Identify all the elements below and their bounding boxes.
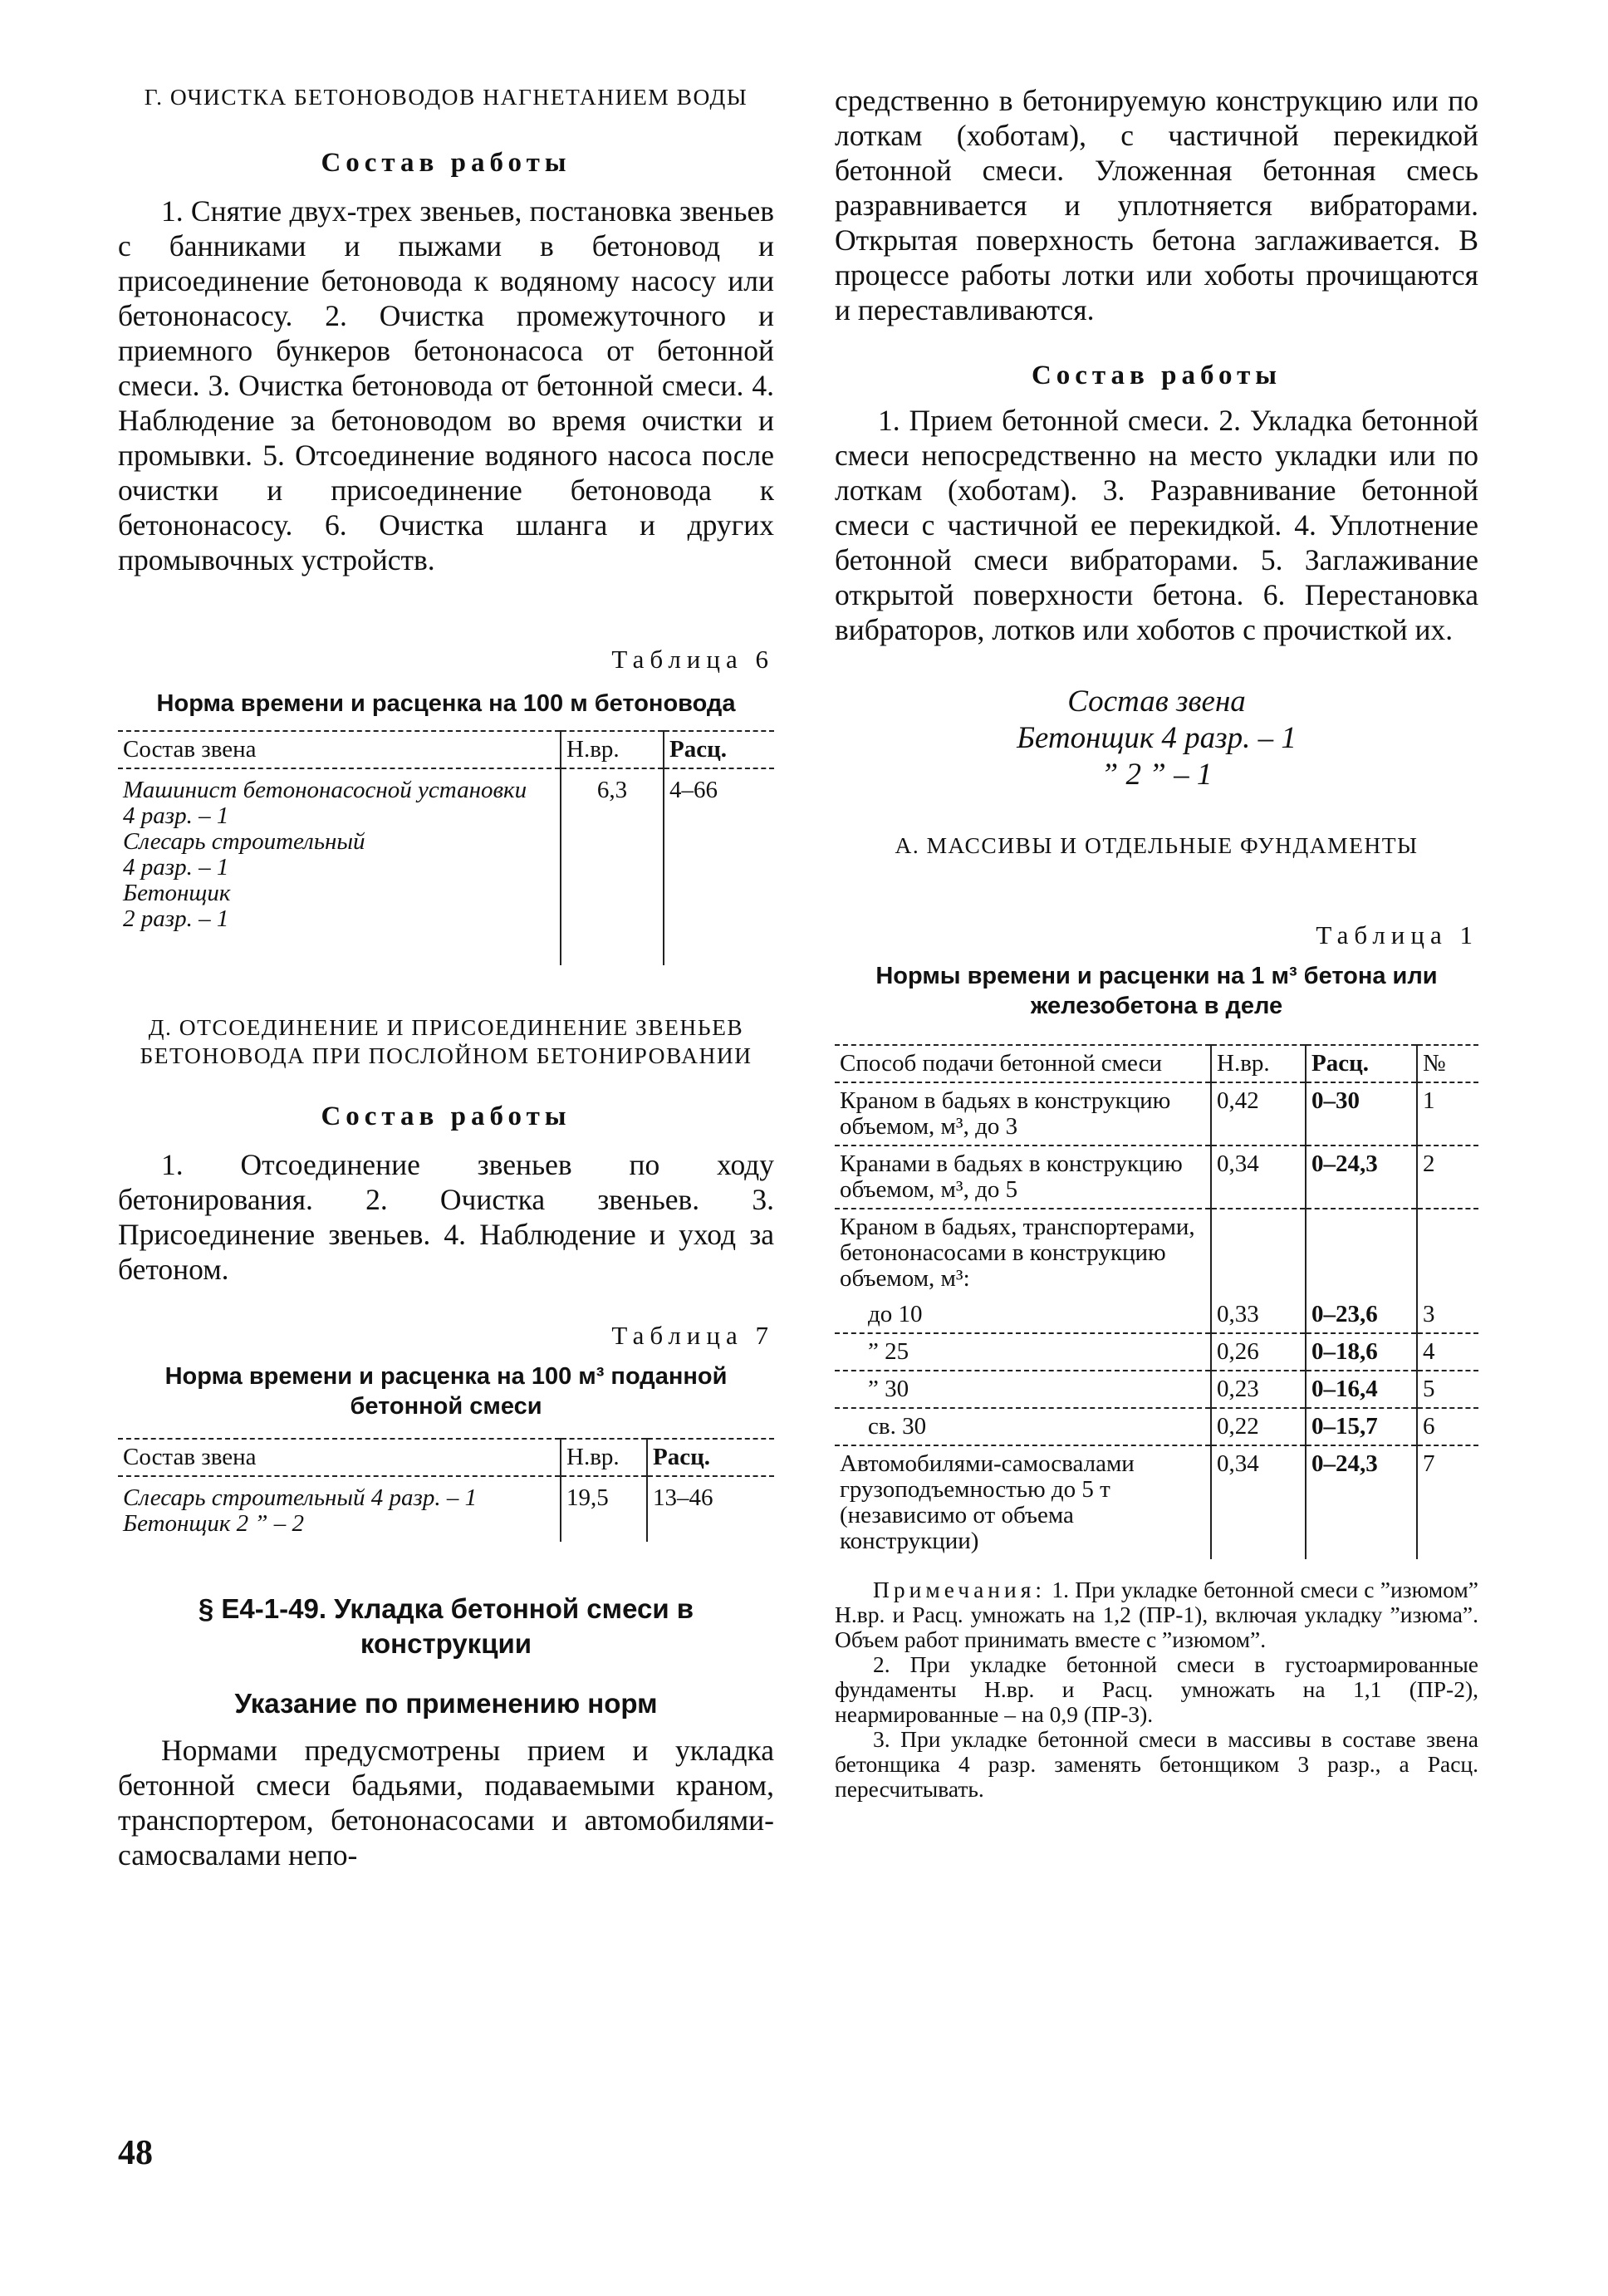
table1-header-method: Способ подачи бетонной смеси	[840, 1050, 1163, 1077]
sostav-raboty-heading-3: Состав работы	[1031, 361, 1282, 390]
table1-method: ” 25	[868, 1338, 909, 1365]
crew-line: ” 2 ” – 1	[1101, 758, 1213, 792]
ukazanie-title: Указание по применению норм	[234, 1688, 658, 1719]
table1-nvr: 0,34	[1211, 1445, 1306, 1559]
table1-method: до 10	[868, 1301, 923, 1327]
left-column	[118, 83, 774, 1872]
table6-label: Таблица 6	[611, 645, 774, 674]
table1-nvr	[1211, 1209, 1306, 1297]
table1-method: Краном в бадьях в конструкцию объемом, м³, до 3	[840, 1087, 1171, 1140]
note-1	[835, 1577, 1478, 1652]
table7-header-crew: Состав звена	[123, 1444, 257, 1470]
table1-nvr: 0,42	[1211, 1082, 1306, 1146]
table7-label: Таблица 7	[611, 1321, 774, 1350]
table7-nvr: 19,5	[561, 1476, 647, 1542]
table1-header-num: №	[1417, 1045, 1478, 1082]
table1-num: 7	[1417, 1445, 1478, 1559]
table1	[835, 1044, 1478, 1559]
table1-rasc: 0–30	[1306, 1082, 1417, 1146]
table1-method: ” 30	[868, 1376, 909, 1402]
table6-nvr: 6,3	[561, 768, 664, 965]
table6-crew	[118, 768, 561, 965]
table6-header-crew: Состав звена	[123, 736, 257, 763]
table6-rasc: 4–66	[664, 768, 774, 965]
notes-label: Примечания:	[873, 1577, 1047, 1602]
crew-line: Бетонщик 4 разр. – 1	[1017, 721, 1297, 755]
work-text: 1. Прием бетонной смеси. 2. Укладка бетонной смеси непосредственно на место укладки или по лоткам (хоботам). 3. Разравнивание бетонной смеси с частичной ее перекидкой. 4. Уплотнение бетонной смеси вибраторами. 5. Заглаживание открытой поверхности бетона. 6. Перестановка вибраторов, лотков или хоботов с прочисткой их.	[835, 404, 1478, 646]
table7-crew-line: Бетонщик 2 ” – 2	[123, 1510, 305, 1537]
d-work-text: 1. Отсоединение звеньев по ходу бетонирования. 2. Очистка звеньев. 3. Присоединение звеньев. 4. Наблюдение и уход за бетоном.	[118, 1148, 774, 1286]
paragraph-title: § Е4-1-49. Укладка бетонной смеси в конструкции	[198, 1593, 694, 1659]
table-row	[835, 1297, 1478, 1333]
table1-num	[1417, 1209, 1478, 1297]
table1-rasc: 0–16,4	[1306, 1371, 1417, 1408]
table6-crew-line: Слесарь строительный	[123, 828, 365, 855]
table-row	[835, 1371, 1478, 1408]
table7-caption: Норма времени и расценка на 100 м³ поданной бетонной смеси	[164, 1363, 728, 1420]
table1-nvr: 0,33	[1211, 1297, 1306, 1333]
table-row	[835, 1333, 1478, 1371]
table-row	[835, 1082, 1478, 1146]
table6-crew-line: 4 разр. – 1	[123, 854, 229, 881]
table-row	[835, 1408, 1478, 1445]
table1-header-nvr: Н.вр.	[1211, 1045, 1306, 1082]
table1-method: Автомобилями-самосвалами грузоподъемностью до 5 т (независимо от объема конструкции)	[840, 1450, 1135, 1554]
crew-title: Состав звена	[1067, 684, 1246, 719]
table1-header-rasc: Расц.	[1306, 1045, 1417, 1082]
table6-header-nvr: Н.вр.	[561, 731, 664, 768]
sostav-raboty-heading: Состав работы	[321, 148, 571, 178]
note-3: 3. При укладке бетонной смеси в массивы в составе звена бетонщика 4 разр. заменять бетонщиком 3 разр., а Расц. пересчитывать.	[835, 1726, 1478, 1802]
table1-num: 1	[1417, 1082, 1478, 1146]
g-work-text: 1. Снятие двух-трех звеньев, постановка звеньев с банниками и пыжами в бетоновод и присоединение бетоновода к водяному насосу или бетононасосу. 2. Очистка промежуточного и приемного бункеров бетононасоса от бетонной смеси. 3. Очистка бетоновода от бетонной смеси. 4. Наблюдение за бетоноводом во время очистки и промывки. 5. Отсоединение водяного насоса после очистки и присоединение бетоновода к бетононасосу. 6. Очистка шланга и других промывочных устройств.	[118, 194, 774, 576]
table-row	[835, 1146, 1478, 1209]
table-row	[835, 1445, 1478, 1559]
table1-method: Краном в бадьях, транспортерами, бетононасосами в конструкцию объемом, м³:	[840, 1214, 1195, 1292]
table7-rasc: 13–46	[647, 1476, 774, 1542]
table1-rasc: 0–15,7	[1306, 1408, 1417, 1445]
table1-nvr: 0,26	[1211, 1333, 1306, 1371]
table1-rasc: 0–24,3	[1306, 1445, 1417, 1559]
table1-rasc	[1306, 1209, 1417, 1297]
table6-crew-line: Машинист бетононасосной установки	[123, 777, 527, 803]
table6-header-rasc: Расц.	[664, 731, 774, 768]
section-d-title: Д. ОТСОЕДИНЕНИЕ И ПРИСОЕДИНЕНИЕ ЗВЕНЬЕВ БЕТОНОВОДА ПРИ ПОСЛОЙНОМ БЕТОНИРОВАНИИ	[140, 1014, 753, 1068]
table1-rasc: 0–23,6	[1306, 1297, 1417, 1333]
table1-label: Таблица 1	[1316, 920, 1478, 949]
table6-crew-line: Бетонщик	[123, 880, 231, 906]
table1-method: Кранами в бадьях в конструкцию объемом, м³, до 5	[840, 1150, 1183, 1203]
continued-text: средственно в бетонируемую конструкцию или по лоткам (хоботам), с частичной перекидкой бетонной смеси. Уложенная бетонная смесь разравнивается и уплотняется вибраторами. Открытая поверхность бетона заглаживается. В процессе работы лотки или хоботы прочищаются и переставливаются.	[835, 84, 1478, 326]
note-1-text: 1. При укладке бетонной смеси с ”изюмом” Н.вр. и Расц. умножать на 1,2 (ПР-1), включая укладку ”изюма”. Объем работ принимать вместе с ”изюмом”.	[835, 1577, 1478, 1652]
table7-header-nvr: Н.вр.	[561, 1439, 647, 1476]
table1-rasc: 0–24,3	[1306, 1146, 1417, 1209]
table7-crew-line: Слесарь строительный 4 разр. – 1	[123, 1484, 478, 1511]
table6	[118, 730, 774, 965]
table6-crew-line: 4 разр. – 1	[123, 802, 229, 829]
note-2: 2. При укладке бетонной смеси в густоармированные фундаменты Н.вр. и Расц. умножать на 1,1 (ПР-2), неармированные – на 0,9 (ПР-3).	[835, 1651, 1478, 1727]
table1-num: 6	[1417, 1408, 1478, 1445]
ukazanie-text: Нормами предусмотрены прием и укладка бетонной смеси бадьями, подаваемыми краном, транспортером, бетононасосами и автомобилями-самосвалами непо-	[118, 1734, 774, 1872]
table1-num: 3	[1417, 1297, 1478, 1333]
table-row	[835, 1209, 1478, 1297]
table7-crew	[118, 1476, 561, 1542]
sostav-raboty-heading-2: Состав работы	[321, 1101, 571, 1131]
table1-num: 2	[1417, 1146, 1478, 1209]
section-a-title: А. МАССИВЫ И ОТДЕЛЬНЫЕ ФУНДАМЕНТЫ	[895, 832, 1419, 858]
section-g-title: Г. ОЧИСТКА БЕТОНОВОДОВ НАГНЕТАНИЕМ ВОДЫ	[144, 84, 748, 110]
table6-crew-line: 2 разр. – 1	[123, 905, 229, 932]
right-column	[835, 83, 1478, 1802]
table7	[118, 1438, 774, 1542]
table1-nvr: 0,22	[1211, 1408, 1306, 1445]
page-number: 48	[118, 2134, 153, 2172]
table1-rasc: 0–18,6	[1306, 1333, 1417, 1371]
table1-nvr: 0,34	[1211, 1146, 1306, 1209]
table6-caption: Норма времени и расценка на 100 м бетоновода	[156, 690, 736, 717]
table1-caption: Нормы времени и расценки на 1 м³ бетона или железобетона в деле	[875, 963, 1438, 1019]
table1-method: св. 30	[868, 1413, 927, 1440]
table7-header-rasc: Расц.	[647, 1439, 774, 1476]
table1-nvr: 0,23	[1211, 1371, 1306, 1408]
table1-num: 5	[1417, 1371, 1478, 1408]
table1-num: 4	[1417, 1333, 1478, 1371]
